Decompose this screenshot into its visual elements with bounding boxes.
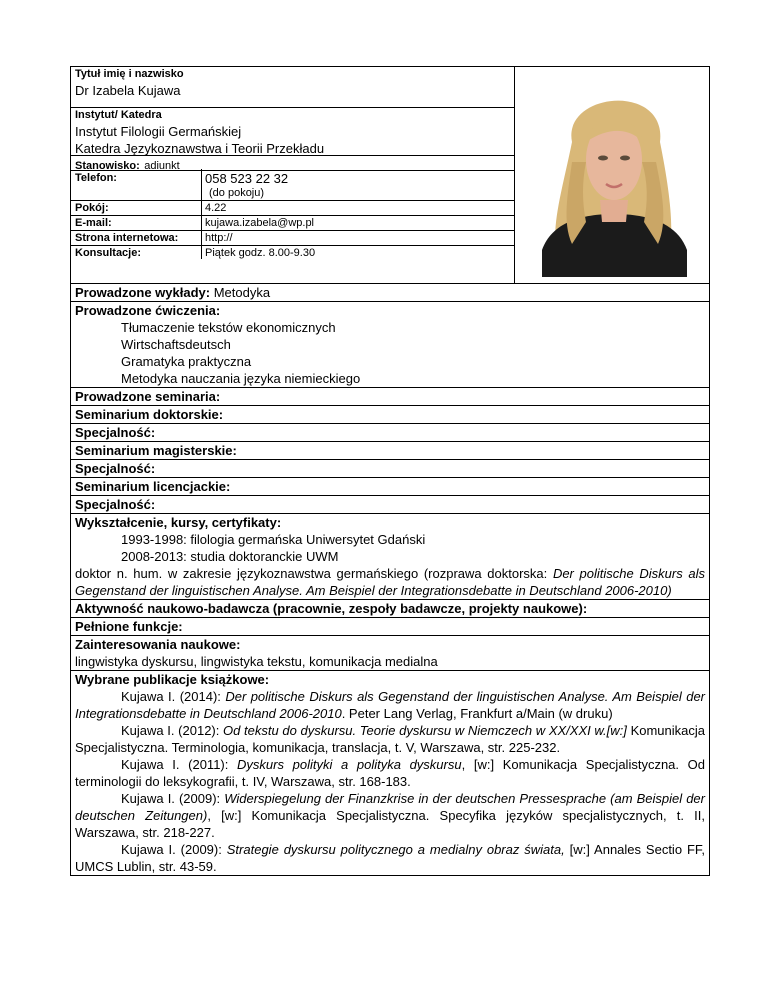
education-item: 1993-1998: filologia germańska Uniwersytet Gdański [121,532,426,547]
email-row [71,216,514,231]
exercise-item: Gramatyka praktyczna [121,354,252,369]
master-seminar-row: Seminarium magisterskie: [71,442,709,460]
publication-item [75,688,705,722]
website-label: Strona internetowa: [75,232,179,244]
position-row [71,156,514,171]
exercises-label: Prowadzone ćwiczenia: [75,303,221,318]
lectures-row [71,284,709,302]
interests-value: lingwistyka dyskursu, lingwistyka tekstu, komunikacja medialna [75,654,438,669]
publication-author: Kujawa I. (2012): [121,723,224,738]
doctor-degree-text [75,565,705,599]
institute-label: Instytut/ Katedra [75,109,162,121]
interests-row [71,636,709,671]
room-value: 4.22 [205,202,227,214]
publication-details: . Peter Lang Verlag, Frankfurt a/Main (w druku) [341,706,613,721]
doctoral-seminar-row: Seminarium doktorskie: [71,406,709,424]
consult-value: Piątek godz. 8.00-9.30 [205,247,316,259]
phone-label: Telefon: [75,172,117,184]
doctoral-specialty-row: Specjalność: [71,424,709,442]
portrait-photo [542,72,687,277]
consult-row [71,246,514,261]
publications-row [71,671,709,875]
department-name: Katedra Językoznawstwa i Teorii Przekładu [75,141,325,156]
doctor-prefix: doktor n. hum. w zakresie językoznawstwa germańskiego (rozprawa doktorska: [75,566,553,581]
publication-details: Komunikacja Specjalistyczna. Terminologia, komunikacja, translacja, t. V, Warszawa, str. 225-232. [75,723,705,755]
publication-author: Kujawa I. (2009): [121,842,227,857]
lectures-value: Metodyka [213,285,271,300]
publications-label: Wybrane publikacje książkowe: [75,672,270,687]
photo-cell [514,67,711,283]
publication-author: Kujawa I. (2011): [121,757,238,772]
publication-item [75,790,705,841]
profile-document [70,66,710,876]
institute-name: Instytut Filologii Germańskiej [75,124,242,139]
interests-label: Zainteresowania naukowe: [75,637,241,652]
exercise-item: Metodyka nauczania języka niemieckiego [121,371,361,386]
exercise-item: Tłumaczenie tekstów ekonomicznych [121,320,336,335]
website-row [71,231,514,246]
name-label: Tytuł imię i nazwisko [75,68,184,80]
email-value[interactable]: kujawa.izabela@wp.pl [205,217,315,229]
phone-note: (do pokoju) [209,187,265,199]
email-label: E-mail: [75,217,112,229]
phone-row [71,171,514,201]
consult-label: Konsultacje: [75,247,142,259]
website-value[interactable]: http:// [205,232,233,244]
seminars-row: Prowadzone seminaria: [71,388,709,406]
label-divider [201,169,202,259]
master-specialty-row: Specjalność: [71,460,709,478]
phone-value: 058 523 22 32 [205,171,289,186]
profile-header [71,67,709,284]
position-label: Stanowisko: [75,160,140,171]
profile-info [71,67,514,283]
exercise-item: Wirtschaftsdeutsch [121,337,231,352]
position-value: adiunkt [144,160,180,171]
publication-author: Kujawa I. (2009): [121,791,225,806]
publication-item [75,756,705,790]
functions-row: Pełnione funkcje: [71,618,709,636]
bachelor-seminar-row: Seminarium licencjackie: [71,478,709,496]
publication-item [75,722,705,756]
publication-item [75,841,705,875]
publication-title: Dyskurs polityki a polityka dyskursu [237,757,462,772]
education-item: 2008-2013: studia doktoranckie UWM [121,549,339,564]
publication-title: Od tekstu do dyskursu. Teorie dyskursu w Niemczech w XX/XXI w.[w:] [223,723,627,738]
room-row [71,201,514,216]
publication-details: [w:] Annales Sectio FF, UMCS Lublin, str. 43-59. [75,842,706,874]
research-row: Aktywność naukowo-badawcza (pracownie, zespoły badawcze, projekty naukowe): [71,600,709,618]
publication-details: , [w:] Komunikacja Specjalistyczna. Od terminologii do leksykografii, t. IV, Warszawa, str. 168-183. [75,757,705,789]
institute-row [71,108,514,156]
publication-title: Strategie dyskursu politycznego a medialny obraz świata, [226,842,565,857]
education-row [71,514,709,600]
name-row [71,67,514,108]
name-value: Dr Izabela Kujawa [75,83,181,98]
exercises-row [71,302,709,388]
bachelor-specialty-row: Specjalność: [71,496,709,514]
publication-title: Der politische Diskurs als Gegenstand der linguistischen Analyse. Am Beispiel der Integrationsdebatte in Deutschland 2006-2010 [75,689,706,721]
lectures-label: Prowadzone wykłady: [75,285,211,300]
dissertation-title: Der politische Diskurs als Gegenstand der linguistischen Analyse. Am Beispiel der Integrationsdebatte in Deutschland 2006-2010) [75,566,706,598]
publication-author: Kujawa I. (2014): [121,689,226,704]
room-label: Pokój: [75,202,109,214]
publication-details: , [w:] Komunikacja Specjalistyczna. Specyfika języków specjalistycznych, t. II, Warszawa, str. 218-227. [75,808,705,840]
education-label: Wykształcenie, kursy, certyfikaty: [75,515,282,530]
publication-title: Widerspiegelung der Finanzkrise in der deutschen Pressesprache (am Beispiel der deutschen Zeitungen) [75,791,705,823]
